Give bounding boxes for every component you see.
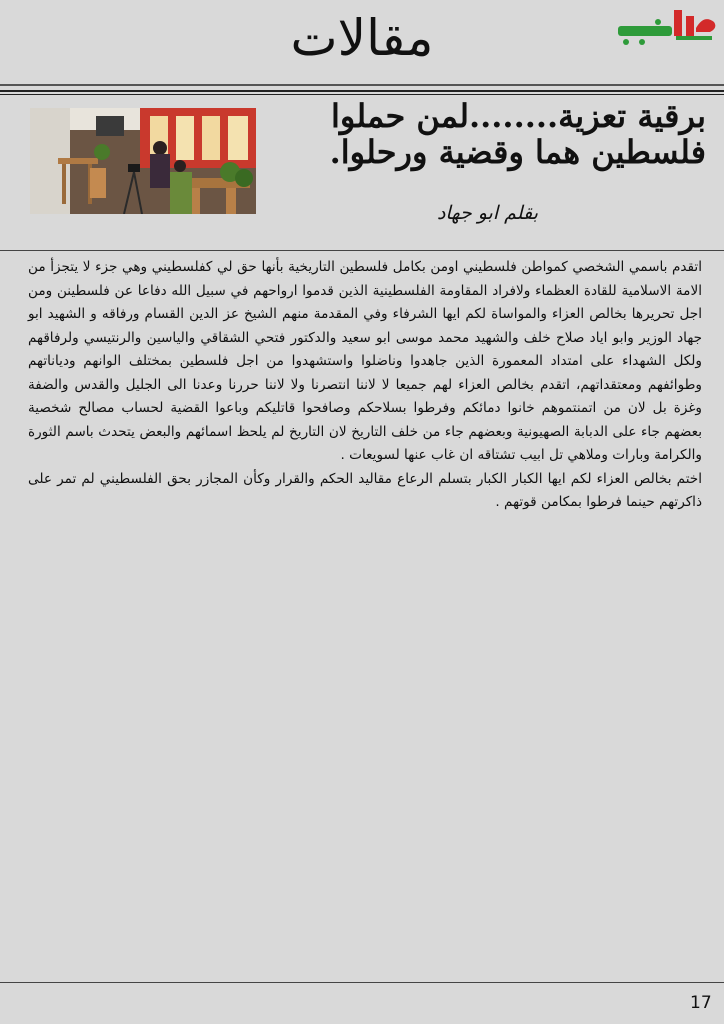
title-bottom-rule [0, 250, 724, 251]
article-paragraph: اتقدم باسمي الشخصي كمواطن فلسطيني اومن بكامل فلسطين التاريخية بأنها حق لي كفلسطيني وهي جزء لا يتجزأ من الامة الاسلامية للقادة العظماء ولافراد المقاومة الفلسطينية الذين قدموا ارواحهم في سبيل الله دفاعا عن فلسطينن ومن اجل تحريرها بخالص العزاء والمواساة لكم ايها الشرفاء وفي المقدمة منهم الشيخ عز الدين القسام ورفاقه و الشهيد ابو جهاد الوزير وابو اياد صلاح خلف والشهيد محمد موسى ابو سعيد والدكتور فتحي الشقاقي والياسين والرنتيسي ولرفاقهم ولكل الشهداء على امتداد المعمورة الذين جاهدوا وناضلوا واستشهدوا من اجل فلسطين بمختلف الوانهم ودياناتهم وطوائفهم ومعتقداتهم، اتقدم بخالص العزاء لهم جميعا لا لاننا انتصرنا ولا لاننا حررنا وعدنا الى الجليل والقدس والضفة وغزة بل لان من اتمنتموهم خانوا دمائكم وفرطوا بسلاحكم وصافحوا قاتليكم وباعوا القضية لحساب مصالح شخصية بعضهم جاء على الدبابة الصهيونية وبعضهم جاء من خلف التاريخ لان التاريخ لم يلحظ اسمائهم والبعض يتحدث باسم الثورة والكرامة وبارات وملاهي تل ابيب تشتاقه ان غاب عنها لسويعات . [28, 259, 702, 463]
article-byline: بقلم ابو جهاد [436, 202, 538, 224]
page-number: 17 [690, 993, 712, 1013]
title-top-rule [0, 90, 724, 95]
site-logo [612, 8, 718, 48]
footer-divider [0, 982, 724, 983]
article-title: برقية تعزية........لمن حملوا فلسطين هما وقضية ورحلوا. [329, 97, 706, 171]
article-body [28, 256, 702, 515]
article-photo [30, 108, 256, 214]
header-divider [0, 84, 724, 86]
section-title: مقالات [290, 9, 434, 67]
article-paragraph: اختم بخالص العزاء لكم ايها الكبار الكبار بتسلم الرعاع مقاليد الحكم والقرار وكأن المجازر بحق الفلسطيني لم تمر على ذاكرتهم حينما فرطوا بمكامن قوتهم . [28, 470, 702, 510]
page-header [0, 0, 724, 85]
